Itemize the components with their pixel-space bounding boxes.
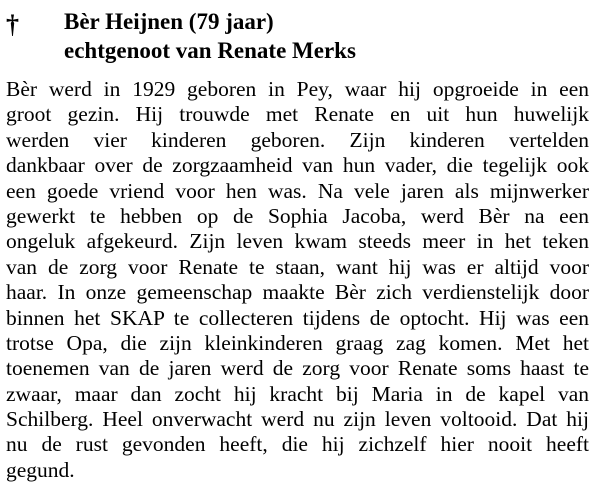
- body-line: toenemen van de jaren werd de zorg voor Renate soms haast te: [6, 356, 589, 381]
- body-line: gegund.: [6, 457, 75, 482]
- spouse-subtitle: echtgenoot van Renate Merks: [64, 38, 356, 63]
- body-line: haar. In onze gemeenschap maakte Bèr zich verdienstelijk door: [6, 280, 589, 305]
- body-line: binnen het SKAP te collecteren tijdens de optocht. Hij was een: [6, 305, 589, 330]
- body-line: ongeluk afgekeurd. Zijn leven kwam steeds meer in het teken: [6, 229, 589, 254]
- deceased-name-title: Bèr Heijnen (79 jaar): [64, 9, 274, 34]
- body-line: dankbaar over de zorgzaamheid van hun vader, die tegelijk ook: [6, 153, 589, 178]
- body-line: gewerkt te hebben op de Sophia Jacoba, werd Bèr na een: [6, 203, 589, 228]
- body-line: van de zorg voor Renate te staan, want hij was er altijd voor: [6, 254, 589, 279]
- body-line: groot gezin. Hij trouwde met Renate en uit hun huwelijk: [6, 102, 589, 127]
- body-line: werden vier kinderen geboren. Zijn kinderen vertelden: [6, 127, 589, 152]
- cross-icon: †: [6, 10, 19, 39]
- body-line: Bèr werd in 1929 geboren in Pey, waar hij opgroeide in een: [6, 77, 589, 101]
- body-line: Schilberg. Heel onverwacht werd nu zijn leven voltooid. Dat hij: [6, 407, 589, 432]
- body-line: een goede vriend voor hen was. Na vele jaren als mijnwerker: [6, 178, 589, 203]
- obituary-body: [6, 77, 589, 483]
- obituary-header: [0, 8, 600, 68]
- body-line: trotse Opa, die zijn kleinkinderen graag zag komen. Met het: [6, 330, 589, 355]
- body-line: nu de rust gevonden heeft, die hij zichzelf hier nooit heeft: [6, 432, 589, 457]
- body-line: zwaar, maar dan zocht hij kracht bij Maria in de kapel van: [6, 381, 589, 406]
